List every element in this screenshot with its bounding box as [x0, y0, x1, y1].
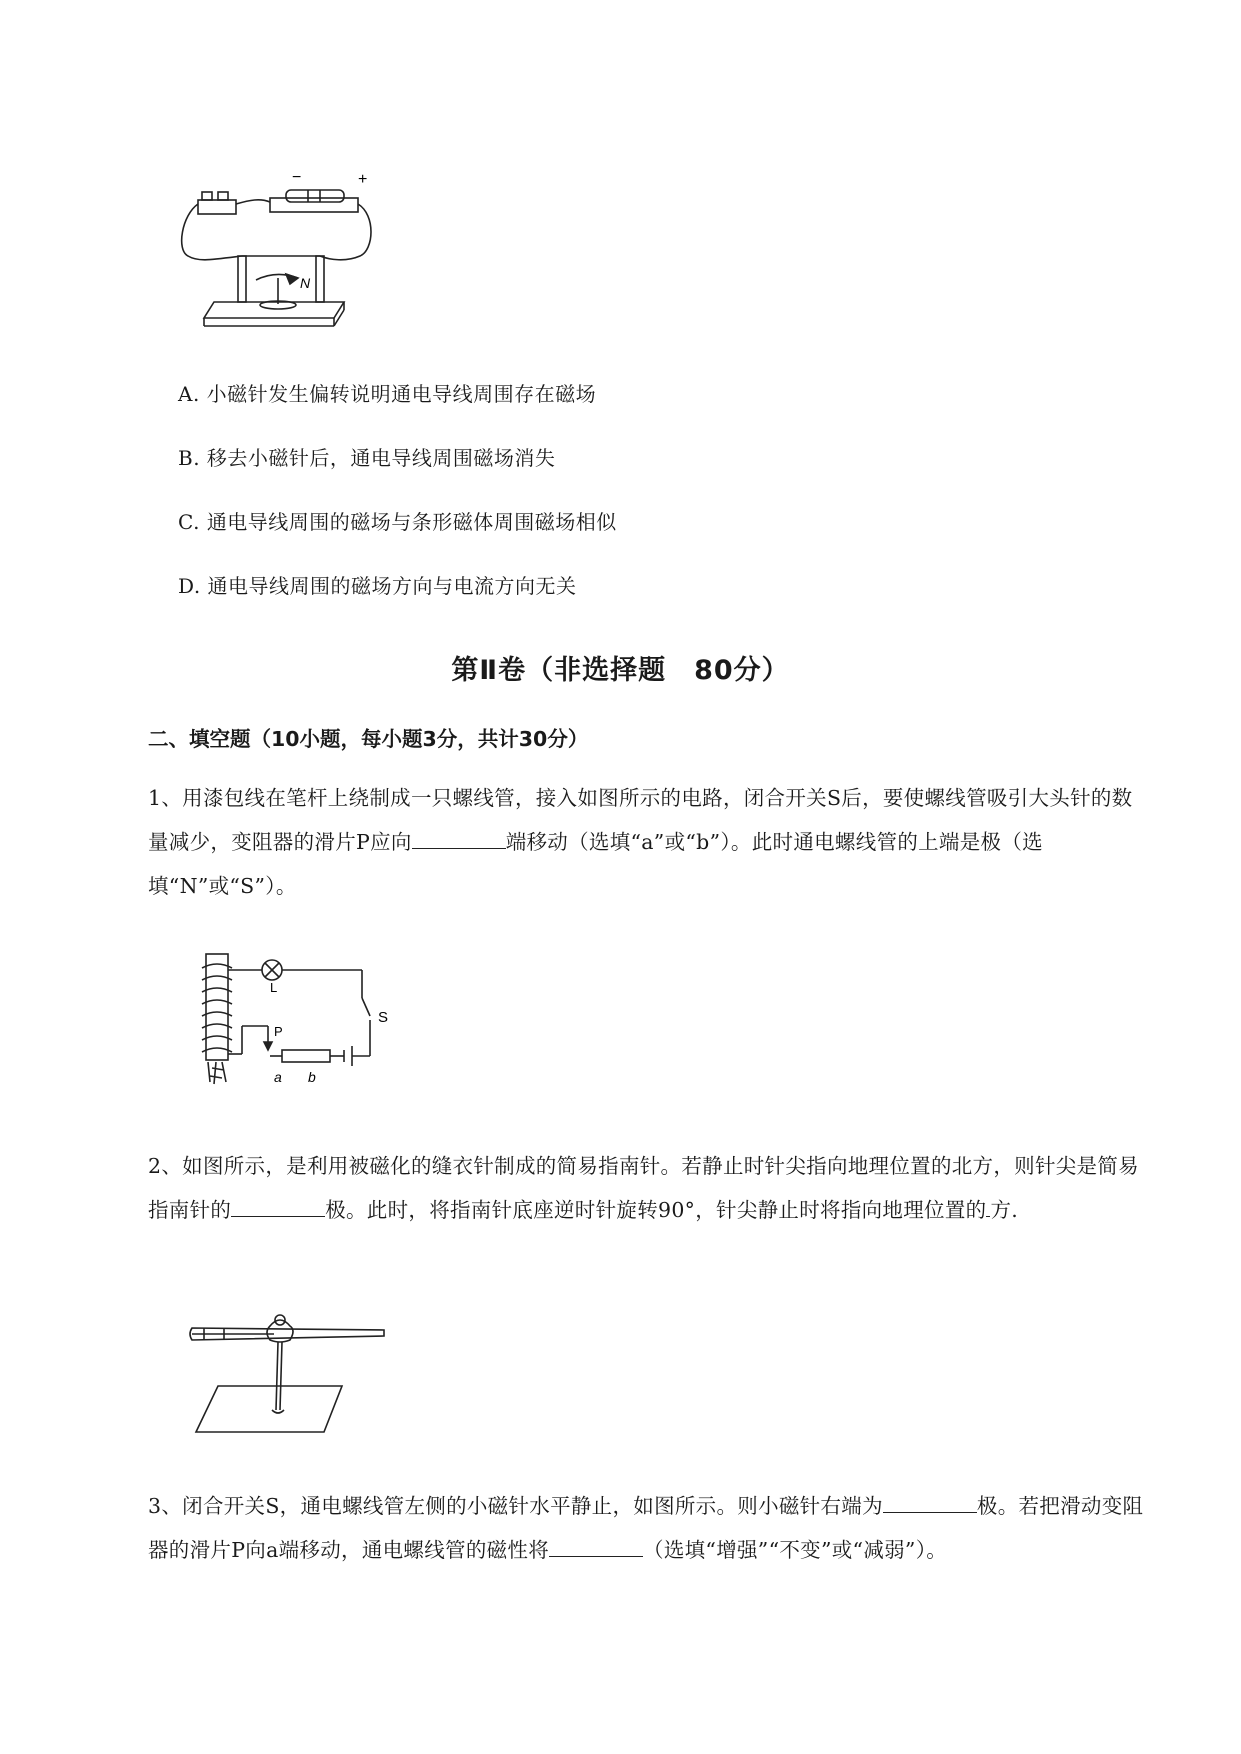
option-a-text: 小磁针发生偏转说明通电导线周围存在磁场	[206, 382, 597, 406]
question-2-text-1: 2、如图所示，是利用被磁化的缝衣针制成的简易指南针。若静止时针尖指向地理位置的北方，则针尖是简易指南针的	[148, 1154, 1139, 1222]
battery-minus-sign: −	[292, 170, 302, 186]
question-1-text-3: 极（选填“N”或“S”）。	[148, 830, 1043, 898]
question-1	[148, 776, 1148, 908]
question-1-text-1: 1、用漆包线在笔杆上绕制成一只螺线管，接入如图所示的电路，闭合开关S后，要使螺线管吸引大头针的数量减少，变阻器的滑片P应向	[148, 786, 1133, 854]
rheostat	[282, 1050, 330, 1062]
part-two-title: 第Ⅱ卷（非选择题 80分）	[451, 655, 790, 686]
option-d-letter: D.	[178, 574, 201, 598]
option-b-text: 移去小磁针后，通电导线周围磁场消失	[206, 446, 556, 470]
oersted-experiment-figure	[180, 170, 380, 340]
option-b	[178, 442, 555, 471]
slider-label: P	[274, 1024, 283, 1039]
option-c-letter: C.	[178, 510, 200, 534]
terminal-a-label: a	[274, 1069, 282, 1085]
option-d	[178, 570, 577, 599]
battery-holder	[270, 198, 358, 212]
pins	[208, 1062, 226, 1084]
question-2	[148, 1144, 1148, 1232]
terminal-b-label: b	[308, 1069, 316, 1085]
question-3-blank-2[interactable]	[549, 1534, 643, 1557]
question-3-text-2: 极。若把滑动变阻器的滑片P向a端移动，通电螺线管的磁性将	[148, 1494, 1144, 1562]
battery-plus-sign: +	[358, 171, 368, 188]
stand-base	[196, 1386, 342, 1432]
option-a	[178, 378, 596, 407]
option-c-text: 通电导线周围的磁场与条形磁体周围磁场相似	[206, 510, 617, 534]
needle-compass-figure	[184, 1300, 394, 1440]
option-a-letter: A.	[178, 382, 200, 406]
question-3	[148, 1484, 1148, 1572]
question-2-text-3: 方.	[990, 1198, 1019, 1222]
rheostat-slider	[264, 1042, 272, 1050]
magnetized-needle	[190, 1328, 384, 1340]
option-b-letter: B.	[178, 446, 201, 470]
option-d-text: 通电导线周围的磁场方向与电流方向无关	[207, 574, 577, 598]
needle-n-label: N	[300, 275, 311, 291]
apparatus-base	[204, 302, 344, 318]
option-c	[178, 506, 617, 535]
question-1-blank-1[interactable]	[412, 826, 506, 849]
section-heading: 二、填空题（10小题，每小题3分，共计30分）	[148, 727, 589, 751]
lamp-label: L	[270, 980, 278, 995]
solenoid-circuit-figure	[190, 950, 410, 1110]
question-3-blank-1[interactable]	[883, 1490, 977, 1513]
question-2-text-2: 极。此时，将指南针底座逆时针旋转90°，针尖静止时将指向地理位置的	[325, 1198, 987, 1222]
question-2-blank-1[interactable]	[231, 1194, 325, 1217]
question-1-text-2: 端移动（选填“a”或“b”）。此时通电螺线管的上端是	[505, 830, 981, 854]
switch-label: S	[378, 1009, 389, 1026]
question-3-text-3: （选填“增强”“不变”或“减弱”）。	[643, 1538, 948, 1562]
switch	[362, 998, 370, 1016]
switch-box	[198, 200, 236, 214]
question-3-text-1: 3、闭合开关S，通电螺线管左侧的小磁针水平静止，如图所示。则小磁针右端为	[148, 1494, 883, 1518]
pen-tube	[206, 954, 228, 1060]
